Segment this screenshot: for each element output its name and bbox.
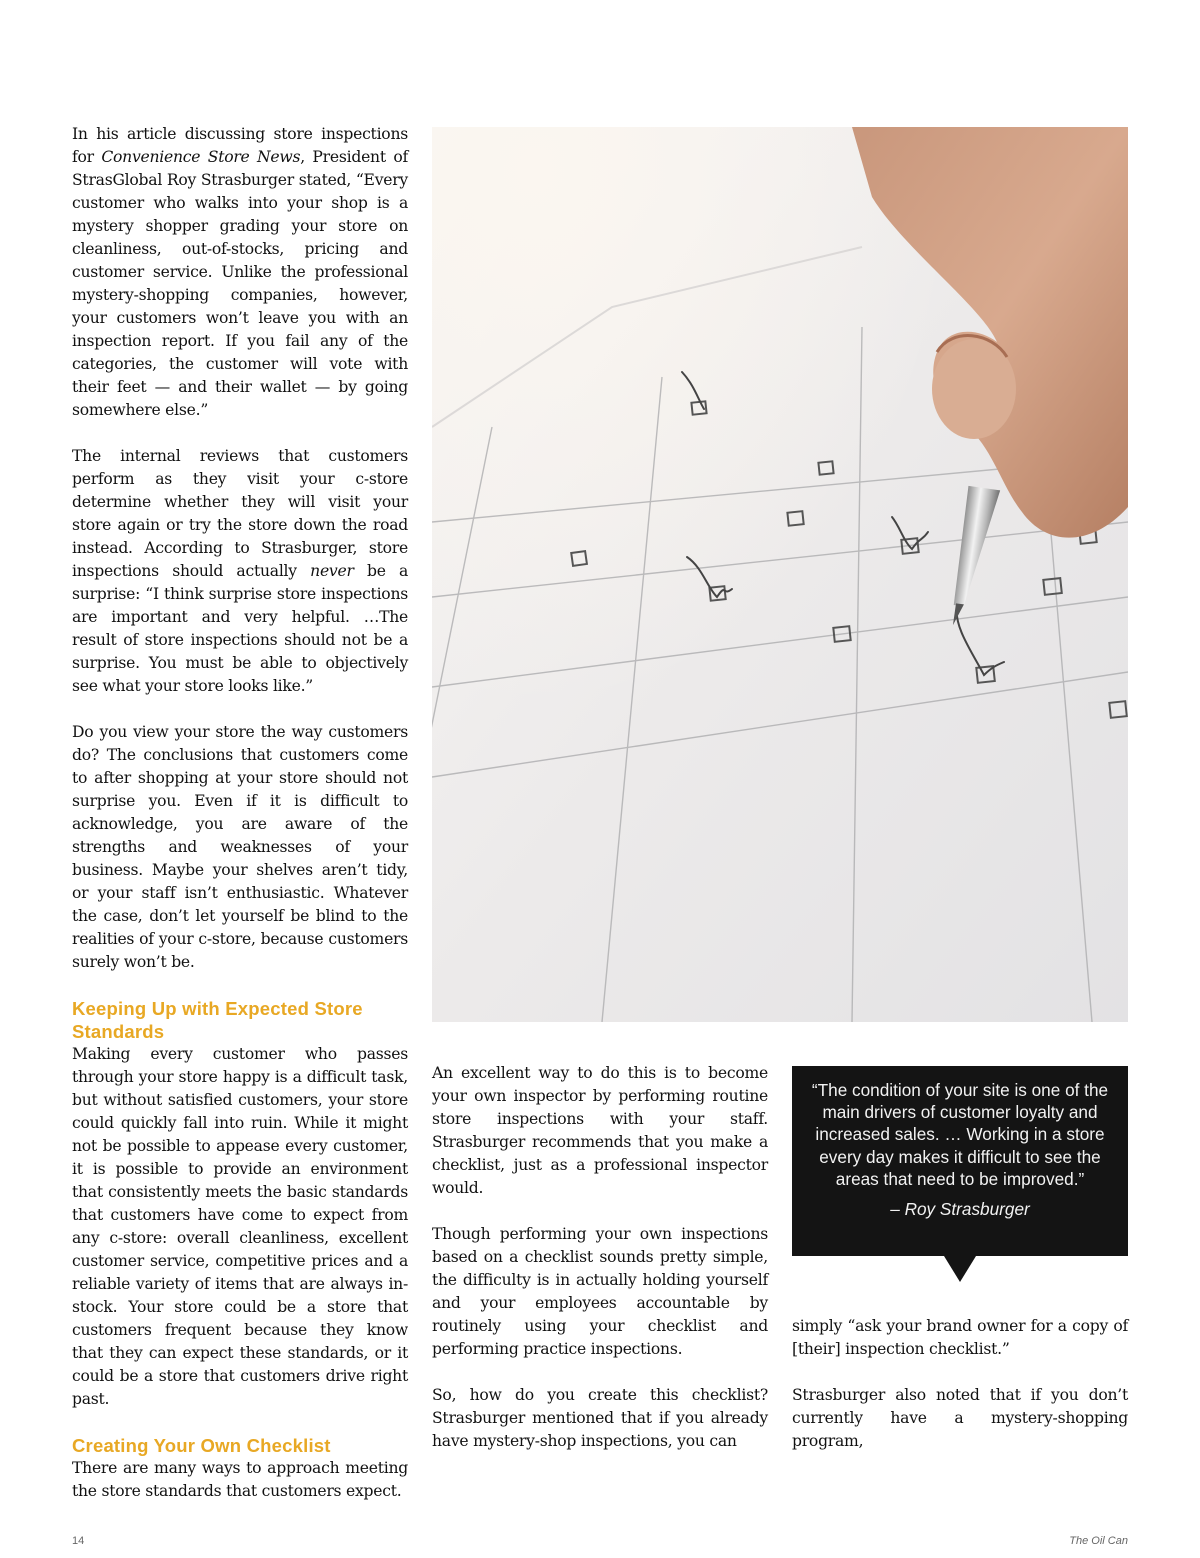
pull-quote-attribution: – Roy Strasburger: [890, 1199, 1030, 1220]
emphasis-never: never: [310, 562, 354, 580]
pull-quote-pointer: [944, 1256, 976, 1282]
paragraph-own-inspector: An excellent way to do this is to become your own inspector by performing routine store inspections with your staff. Strasburger recommends that you make a checklist, just as a professional inspector would.: [432, 1064, 768, 1197]
hand-writing-checklist-photo: [432, 127, 1128, 1022]
paragraph-internal-reviews: The internal reviews that customers perform as they visit your c-store determine whether they will visit your store again or try the store down the road instead. According to Strasburger, store inspections should actually never be a surprise: “I think surprise store inspections are important and very helpful. …The result of store inspections should not be a surprise. You must be able to objectively see what your store looks like.”: [72, 447, 409, 695]
paragraph-brand-owner: simply “ask your brand owner for a copy of [their] inspection checklist.”: [792, 1317, 1128, 1358]
publication-name: Convenience Store News: [101, 148, 301, 166]
magazine-title: The Oil Can: [1069, 1535, 1128, 1547]
paragraph-no-program: Strasburger also noted that if you don’t currently have a mystery-shopping program,: [792, 1386, 1128, 1450]
article-column-2: [432, 1062, 768, 1453]
paragraph-accountability: Though performing your own inspections based on a checklist sounds pretty simple, the difficulty is in actually holding yourself and your employees accountable by routinely using your checklist and performing practice inspections.: [432, 1225, 768, 1358]
paragraph-intro: In his article discussing store inspections for Convenience Store News, President of StrasGlobal Roy Strasburger stated, “Every customer who walks into your shop is a mystery shopper grading your store on cleanliness, out-of-stocks, pricing and customer service. Unlike the professional mystery-shopping companies, however, your customers won’t leave you with an inspection report. If you fail any of the categories, the customer will vote with their feet — and their wallet — by going somewhere else.”: [72, 125, 408, 419]
heading-own-checklist: Creating Your Own Checklist: [72, 1435, 331, 1456]
page-number: 14: [72, 1535, 85, 1547]
article-column-3: [792, 1315, 1128, 1453]
paragraph-create-checklist: So, how do you create this checklist? Strasburger mentioned that if you already have mystery-shop inspections, you can: [432, 1386, 768, 1450]
paragraph-approach: There are many ways to approach meeting the store standards that customers expect.: [72, 1459, 408, 1500]
pull-quote-text: “The condition of your site is one of the main drivers of customer loyalty and increased sales. … Working in a store every day makes it difficult to see the areas that need to be improved.”: [811, 1080, 1109, 1189]
heading-expected-standards: Keeping Up with Expected Store Standards: [72, 998, 363, 1042]
paragraph-standards: Making every customer who passes through your store happy is a difficult task, but without satisfied customers, your store could quickly fall into ruin. While it might not be possible to appease every customer, it is possible to provide an environment that consistently meets the basic standards that customers have come to expect from any c-store: overall cleanliness, excellent customer service, competitive prices and a reliable variety of items that are always in-stock. Your store could be a store that customers frequent because they know that they can expect these standards, or it could be a store that customers drive right past.: [72, 1045, 408, 1408]
article-column-1: [72, 123, 408, 1503]
pull-quote: [792, 1066, 1128, 1256]
paragraph-view-store: Do you view your store the way customers do? The conclusions that customers come to after shopping at your store should not surprise you. Even if it is difficult to acknowledge, you are aware of the strengths and weaknesses of your business. Maybe your shelves aren’t tidy, or your staff isn’t enthusiastic. Whatever the case, don’t let yourself be blind to the realities of your c-store, because customers surely won’t be.: [72, 723, 408, 971]
